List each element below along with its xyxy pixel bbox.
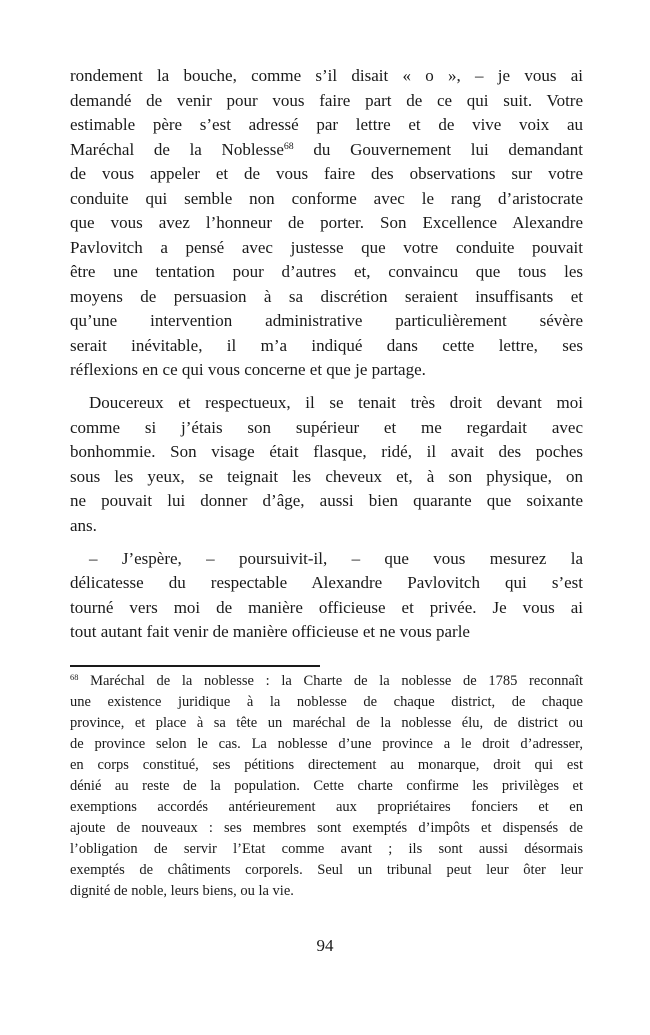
footnote-separator [70,665,320,667]
footnote-line: ajoute de nouveaux : ses membres sont exemptés d’impôts et dispensés de [70,819,583,836]
text-line: – J’espère, – poursuivit-il, – que vous mesurez la [89,548,583,568]
text-line: ans. [70,515,97,535]
footnote-line: exemptés de châtiments corporels. Seul un tribunal peut leur ôter leur [70,861,583,878]
footnote-line: de province selon le cas. La noblesse d’une province a le droit d’adresser, [70,735,583,752]
paragraph [70,64,583,383]
page-body-text [70,64,583,902]
text-line: que vous avez l’honneur de porter. Son Excellence Alexandre [70,213,583,232]
text-line: ne pouvait lui donner d’âge, aussi bien quarante que soixante [70,491,583,510]
text-line: tout autant fait venir de manière officieuse et ne vous parle [70,622,470,641]
text-line: être une tentation pour d’autres et, convaincu que tous les [70,262,583,281]
footnote-line: l’obligation de servir l’Etat comme avant ; ils sont aussi désormais [70,840,583,857]
text-line: de vous appeler et de vous faire des observations sur votre [70,164,583,183]
footnote-line: exemptions accordés antérieurement aux propriétaires fonciers et en [70,798,583,815]
text-line: serait inévitable, il m’a indiqué dans cette lettre, ses [70,335,583,355]
text-line: Pavlovitch a pensé avec justesse que votre conduite pouvait [70,237,583,257]
text-line: qu’une intervention administrative particulièrement sévère [70,311,583,330]
text-line: demandé de venir pour vous faire part de ce qui suit. Votre [70,90,583,110]
footnote-line: $^{68}$ Maréchal de la noblesse : la Charte de la noblesse de 1785 reconnaît [70,672,583,689]
text-line: Maréchal de la Noblesse$^{68}$ du Gouvernement lui demandant [70,139,583,159]
paragraph [70,547,583,645]
page-number: 94 [316,936,334,955]
footnote-line: en corps constitué, ses pétitions directement au monarque, droit qui est [70,756,583,773]
text-line: comme si j’étais son supérieur et me regardait avec [70,417,583,437]
paragraph [70,391,583,538]
footnote-line: dignité de noble, leurs biens, ou la vie. [70,882,294,899]
footnote-line: dénié au reste de la population. Cette charte confirme les privilèges et [70,777,583,794]
text-line: rondement la bouche, comme s’il disait « o », – je vous ai [70,66,583,85]
text-line: moyens de persuasion à sa discrétion seraient insuffisants et [70,286,583,306]
text-line: tourné vers moi de manière officieuse et privée. Je vous ai [70,597,583,617]
text-line: Doucereux et respectueux, il se tenait très droit devant moi [89,393,583,412]
footnote [70,671,583,902]
text-line: sous les yeux, se teignait les cheveux et, à son physique, on [70,466,583,486]
text-line: bonhommie. Son visage était flasque, ridé, il avait des poches [70,442,583,461]
text-line: conduite qui semble non conforme avec le rang d’aristocrate [70,188,583,208]
text-line: délicatesse du respectable Alexandre Pavlovitch qui s’est [70,573,583,592]
text-line: estimable père s’est adressé par lettre et de vive voix au [70,115,583,134]
text-line: réflexions en ce qui vous concerne et que je partage. [70,360,426,379]
footnote-line: une existence juridique à la noblesse de chaque district, de chaque [70,693,583,710]
footnote-line: province, et place à sa tête un maréchal de la noblesse élu, de district ou [70,714,583,731]
